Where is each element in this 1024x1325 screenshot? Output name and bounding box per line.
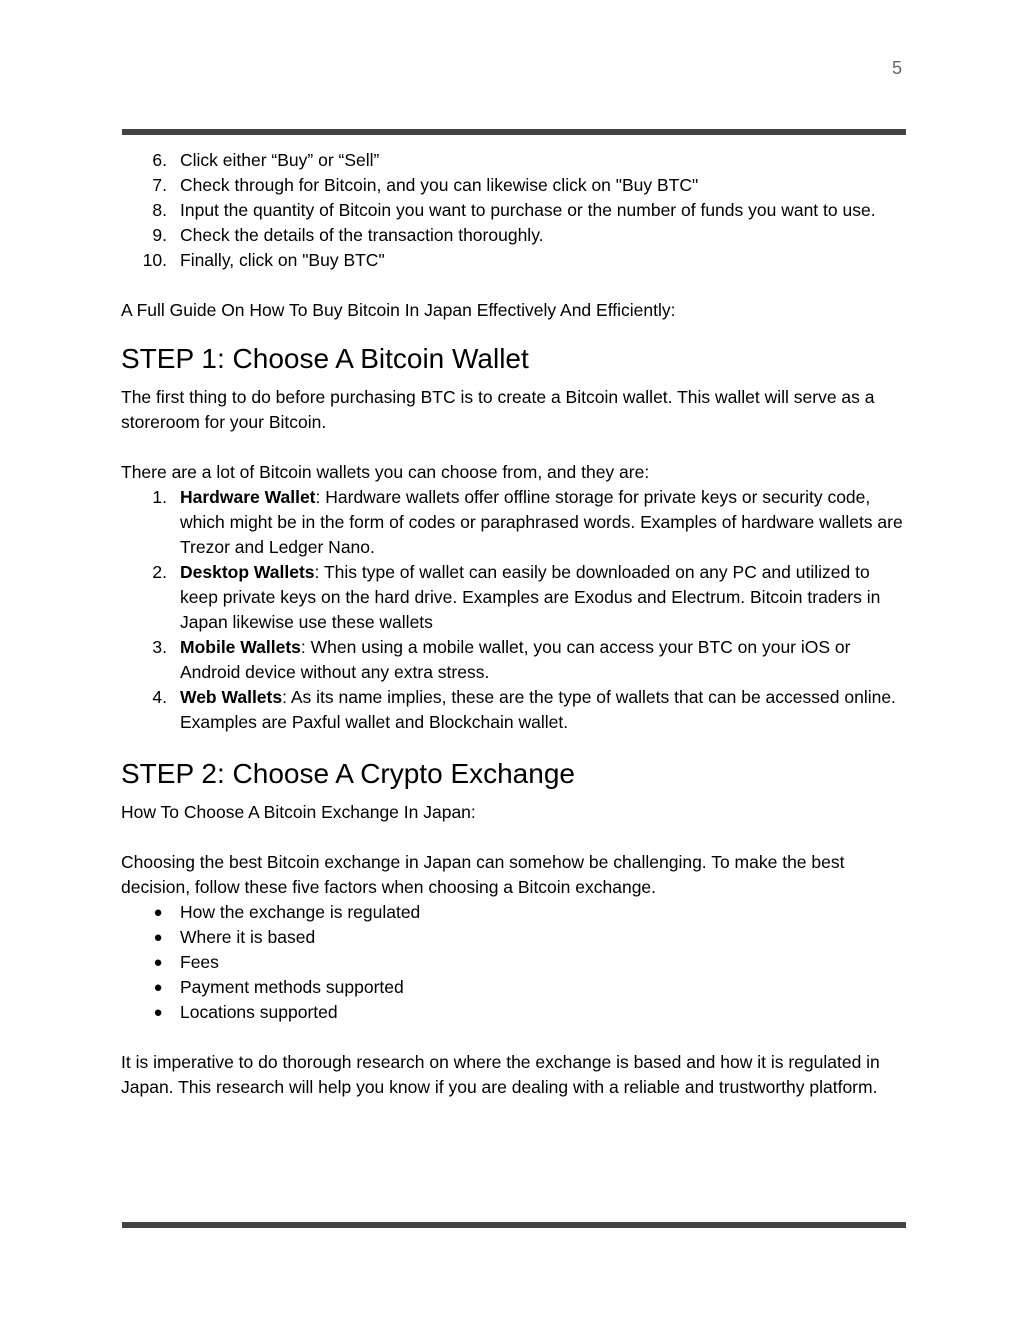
list-text: Check the details of the transaction thoroughly. bbox=[180, 225, 544, 245]
list-text: Finally, click on "Buy BTC" bbox=[180, 250, 385, 270]
bullet-icon: ● bbox=[153, 929, 163, 946]
list-number: 7. bbox=[152, 175, 167, 195]
list-number: 3. bbox=[152, 637, 167, 657]
list-item bbox=[121, 950, 911, 975]
bullet-icon: ● bbox=[153, 1004, 163, 1021]
list-item bbox=[121, 173, 911, 198]
top-steps-list bbox=[121, 148, 911, 273]
list-number: 6. bbox=[152, 150, 167, 170]
step2-paragraph: Choosing the best Bitcoin exchange in Japan can somehow be challenging. To make the best decision, follow these five factors when choosing a Bitcoin exchange. bbox=[121, 852, 845, 897]
page-number: 5 bbox=[891, 58, 902, 78]
wallet-description: : As its name implies, these are the type of wallets that can be accessed online. Examples are Paxful wallet and Blockchain wallet. bbox=[180, 687, 896, 732]
header-rule bbox=[122, 129, 906, 135]
wallet-description: : Hardware wallets offer offline storage for private keys or security code, which might be in the form of codes or paraphrased words. Examples of hardware wallets are Trezor and Ledger Nano. bbox=[180, 487, 903, 557]
list-item bbox=[121, 900, 911, 925]
list-number: 9. bbox=[152, 225, 167, 245]
guide-intro: A Full Guide On How To Buy Bitcoin In Japan Effectively And Efficiently: bbox=[121, 300, 676, 320]
wallet-description: : This type of wallet can easily be downloaded on any PC and utilized to keep private keys on the hard drive. Examples are Exodus and Electrum. Bitcoin traders in Japan likewise use these wallets bbox=[180, 562, 881, 632]
wallet-term: Web Wallets bbox=[180, 687, 283, 707]
list-number: 8. bbox=[152, 200, 167, 220]
list-item bbox=[121, 248, 911, 273]
bullet-icon: ● bbox=[153, 954, 163, 971]
closing-paragraph: It is imperative to do thorough research on where the exchange is based and how it is regulated in Japan. This research will help you know if you are dealing with a reliable and trustworthy platform. bbox=[121, 1052, 880, 1097]
step1-heading: STEP 1: Choose A Bitcoin Wallet bbox=[121, 343, 529, 374]
list-item bbox=[121, 685, 911, 735]
step2-subheading: How To Choose A Bitcoin Exchange In Japan: bbox=[121, 802, 476, 822]
list-text: How the exchange is regulated bbox=[180, 902, 421, 922]
wallet-types-list bbox=[121, 485, 911, 735]
list-item bbox=[121, 560, 911, 635]
wallet-term: Mobile Wallets bbox=[180, 637, 301, 657]
list-item bbox=[121, 198, 911, 223]
list-number: 2. bbox=[152, 562, 167, 582]
list-number: 1. bbox=[152, 487, 167, 507]
list-text: Click either “Buy” or “Sell” bbox=[180, 150, 380, 170]
list-item bbox=[121, 485, 911, 560]
wallets-intro: There are a lot of Bitcoin wallets you can choose from, and they are: bbox=[121, 462, 650, 482]
list-item bbox=[121, 975, 911, 1000]
list-text: Fees bbox=[180, 952, 219, 972]
list-item bbox=[121, 223, 911, 248]
page-content bbox=[121, 148, 911, 1100]
list-text: Input the quantity of Bitcoin you want to purchase or the number of funds you want to use. bbox=[180, 200, 876, 220]
bullet-icon: ● bbox=[153, 904, 163, 921]
wallet-term: Hardware Wallet bbox=[180, 487, 316, 507]
wallet-term: Desktop Wallets bbox=[180, 562, 315, 582]
list-text: Locations supported bbox=[180, 1002, 338, 1022]
list-item bbox=[121, 148, 911, 173]
step2-heading: STEP 2: Choose A Crypto Exchange bbox=[121, 758, 575, 789]
footer-rule bbox=[122, 1222, 906, 1228]
list-number: 10. bbox=[142, 250, 167, 270]
list-text: Check through for Bitcoin, and you can likewise click on "Buy BTC" bbox=[180, 175, 699, 195]
list-text: Payment methods supported bbox=[180, 977, 404, 997]
list-item bbox=[121, 925, 911, 950]
step1-paragraph: The first thing to do before purchasing BTC is to create a Bitcoin wallet. This wallet will serve as a storeroom for your Bitcoin. bbox=[121, 387, 875, 432]
list-item bbox=[121, 1000, 911, 1025]
exchange-factors-list bbox=[121, 900, 911, 1025]
list-text: Where it is based bbox=[180, 927, 316, 947]
wallet-description: : When using a mobile wallet, you can access your BTC on your iOS or Android device without any extra stress. bbox=[180, 637, 851, 682]
list-number: 4. bbox=[152, 687, 167, 707]
list-item bbox=[121, 635, 911, 685]
bullet-icon: ● bbox=[153, 979, 163, 996]
